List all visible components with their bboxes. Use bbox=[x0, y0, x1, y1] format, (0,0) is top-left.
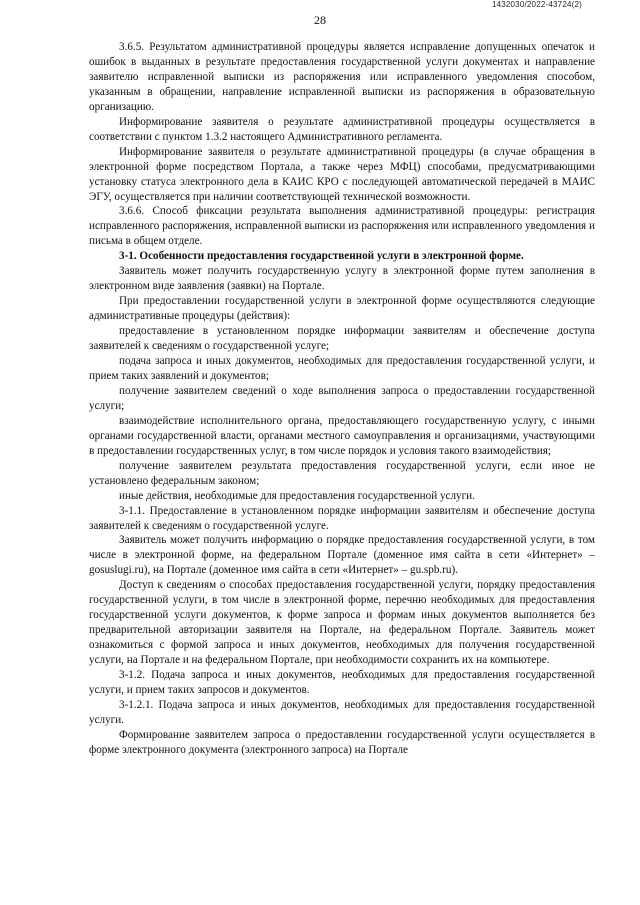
paragraph-3-6-5: 3.6.5. Результатом административной процедуры является исправление допущенных опечаток и ошибок в выданных в результате предоставления государственной услуги документах и направление заявителю исправленной выписки из распоряжения или исправленного уведомления способом, указанным в обращении, направление исправленной выписки из распоряжения в образовательную организацию. bbox=[89, 41, 595, 113]
paragraph-3-1-2-1: 3-1.2.1. Подача запроса и иных документов, необходимых для предоставления государственной услуги. bbox=[89, 698, 595, 726]
paragraph-informing-2: Информирование заявителя о результате административной процедуры (в случае обращения в электронной форме посредством Портала, а также через МФЦ) способами, предусматривающими установку статуса электронного дела в КАИС КРО с последующей автоматической передачей в МАИС ЭГУ, осуществляется при наличии соответствующей технической возможности. bbox=[89, 145, 595, 203]
paragraph-informing-1: Информирование заявителя о результате административной процедуры осуществляется в соответствии с пунктом 1.3.2 настоящего Административного регламента. bbox=[89, 115, 595, 143]
paragraph: Формирование заявителем запроса о предоставлении государственной услуги осуществляется в форме электронного документа (электронного запроса) на Портале bbox=[89, 728, 595, 756]
document-body bbox=[89, 40, 595, 758]
list-item: предоставление в установленном порядке информации заявителям и обеспечение доступа заявителей к сведениям о государственной услуге; bbox=[89, 325, 595, 353]
paragraph-3-1-2: 3-1.2. Подача запроса и иных документов, необходимых для предоставления государственной услуги, и прием таких запросов и документов. bbox=[89, 669, 595, 696]
list-item: получение заявителем результата предоставления государственной услуги, если иное не установлено федеральным законом; bbox=[89, 459, 595, 487]
list-item: подача запроса и иных документов, необходимых для предоставления государственной услуги, и прием таких заявлений и документов; bbox=[89, 355, 595, 382]
list-item: иные действия, необходимые для предоставления государственной услуги. bbox=[119, 489, 475, 502]
paragraph: Доступ к сведениям о способах предоставления государственной услуги, порядку предоставления государственной услуги, в том числе в электронной форме, перечню необходимых для предоставления государственной услуги документов, к форме запроса и формам иных документов выполняется без предварительной авторизации заявителя на Портале, на федеральном Портале. Заявитель может ознакомиться с формой запроса и иных документов, необходимых для получения государственной услуги, на Портале и на федеральном Портале, при необходимости сохранить их на компьютере. bbox=[89, 579, 595, 667]
paragraph: Заявитель может получить информацию о порядке предоставления государственной услуги, в том числе в электронной форме, на федеральном Портале (доменное имя сайта в сети «Интернет» – gosuslugi.ru), на Портале (доменное имя сайта в сети «Интернет» – gu.spb.ru). bbox=[89, 534, 595, 577]
section-heading-3-1: 3-1. Особенности предоставления государственной услуги в электронной форме. bbox=[119, 250, 524, 263]
page-number: 28 bbox=[314, 13, 326, 27]
paragraph: Заявитель может получить государственную услугу в электронной форме путем заполнения в электронном виде заявления (заявки) на Портале. bbox=[89, 265, 595, 293]
paragraph-3-6-6: 3.6.6. Способ фиксации результата выполнения административной процедуры: регистрация исправленного распоряжения, исправленной выписки из распоряжения или исправленного уведомления и письма в общем отделе. bbox=[89, 205, 595, 248]
list-item: взаимодействие исполнительного органа, предоставляющего государственную услугу, с иными органами государственной власти, органами местного самоуправления и организациями, участвующими в предоставлении государственных услуг, в том числе порядок и условия такого взаимодействия; bbox=[89, 414, 595, 457]
list-item: получение заявителем сведений о ходе выполнения запроса о предоставлении государственной услуги; bbox=[89, 384, 595, 412]
paragraph-3-1-1: 3-1.1. Предоставление в установленном порядке информации заявителям и обеспечение доступа заявителей к сведениям о государственной услуге. bbox=[89, 504, 595, 532]
paragraph: При предоставлении государственной услуги в электронной форме осуществляются следующие административные процедуры (действия): bbox=[89, 295, 595, 323]
document-registration-number: 1432030/2022-43724(2) bbox=[491, 0, 582, 9]
